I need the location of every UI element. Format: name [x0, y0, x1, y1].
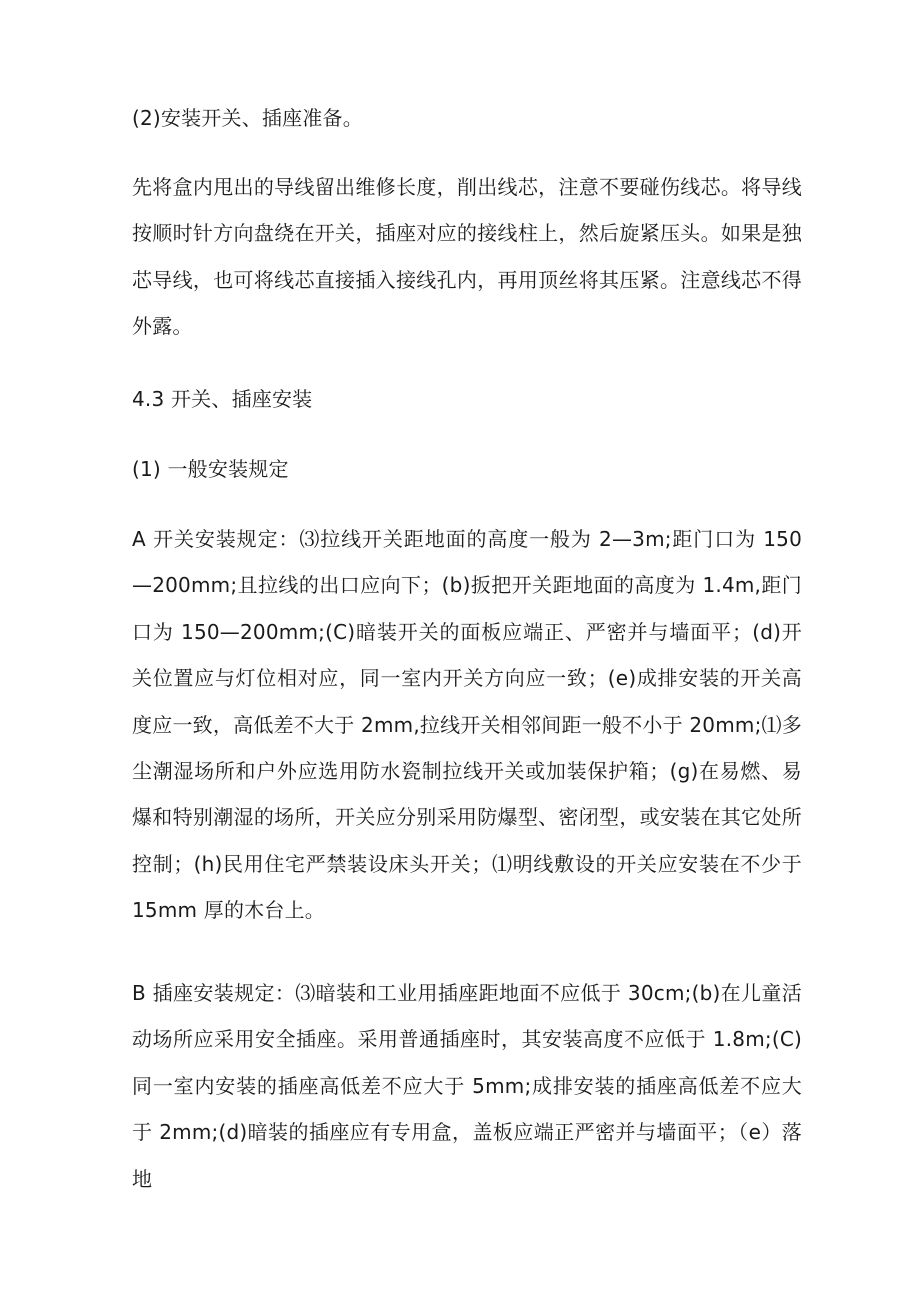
- section-heading-install-preparation: (2)安装开关、插座准备。: [132, 106, 363, 130]
- paragraph-wire-preparation: 先将盒内甩出的导线留出维修长度，削出线芯，注意不要碰伤线芯。将导线按顺时针方向盘绕在开关，插座对应的接线柱上，然后旋紧压头。如果是独芯导线，也可将线芯直接插入接线孔内，再用顶丝将其压紧。注意线芯不得外露。: [132, 175, 802, 339]
- paragraph-socket-rules: B 插座安装规定：⑶暗装和工业用插座距地面不应低于 30cm;(b)在儿童活动场所应采用安全插座。采用普通插座时，其安装高度不应低于 1.8m;(C)同一室内安装的插座高低差不应大于 5mm;成排安装的插座高低差不应大于 2mm;(d)暗装的插座应有专用盒，盖板应端正严密并与墙面平；（e）落地: [132, 981, 802, 1191]
- section-heading-general-rules: (1) 一般安装规定: [132, 457, 289, 481]
- section-heading-4-3: 4.3 开关、插座安装: [132, 387, 313, 411]
- paragraph-switch-rules: A 开关安装规定：⑶拉线开关距地面的高度一般为 2—3m;距门口为 150—200mm;且拉线的出口应向下；(b)扳把开关距地面的高度为 1.4m,距门口为 150—200mm;(C)暗装开关的面板应端正、严密并与墙面平；(d)开关位置应与灯位相对应，同一室内开关方向应一致；(e)成排安装的开关高度应一致，高低差不大于 2mm,拉线开关相邻间距一般不小于 20mm;⑴多尘潮湿场所和户外应选用防水瓷制拉线开关或加装保护箱；(g)在易燃、易爆和特别潮湿的场所，开关应分别采用防爆型、密闭型，或安装在其它处所控制；(h)民用住宅严禁装设床头开关；⑴明线敷设的开关应安装在不少于 15mm 厚的木台上。: [132, 527, 802, 923]
